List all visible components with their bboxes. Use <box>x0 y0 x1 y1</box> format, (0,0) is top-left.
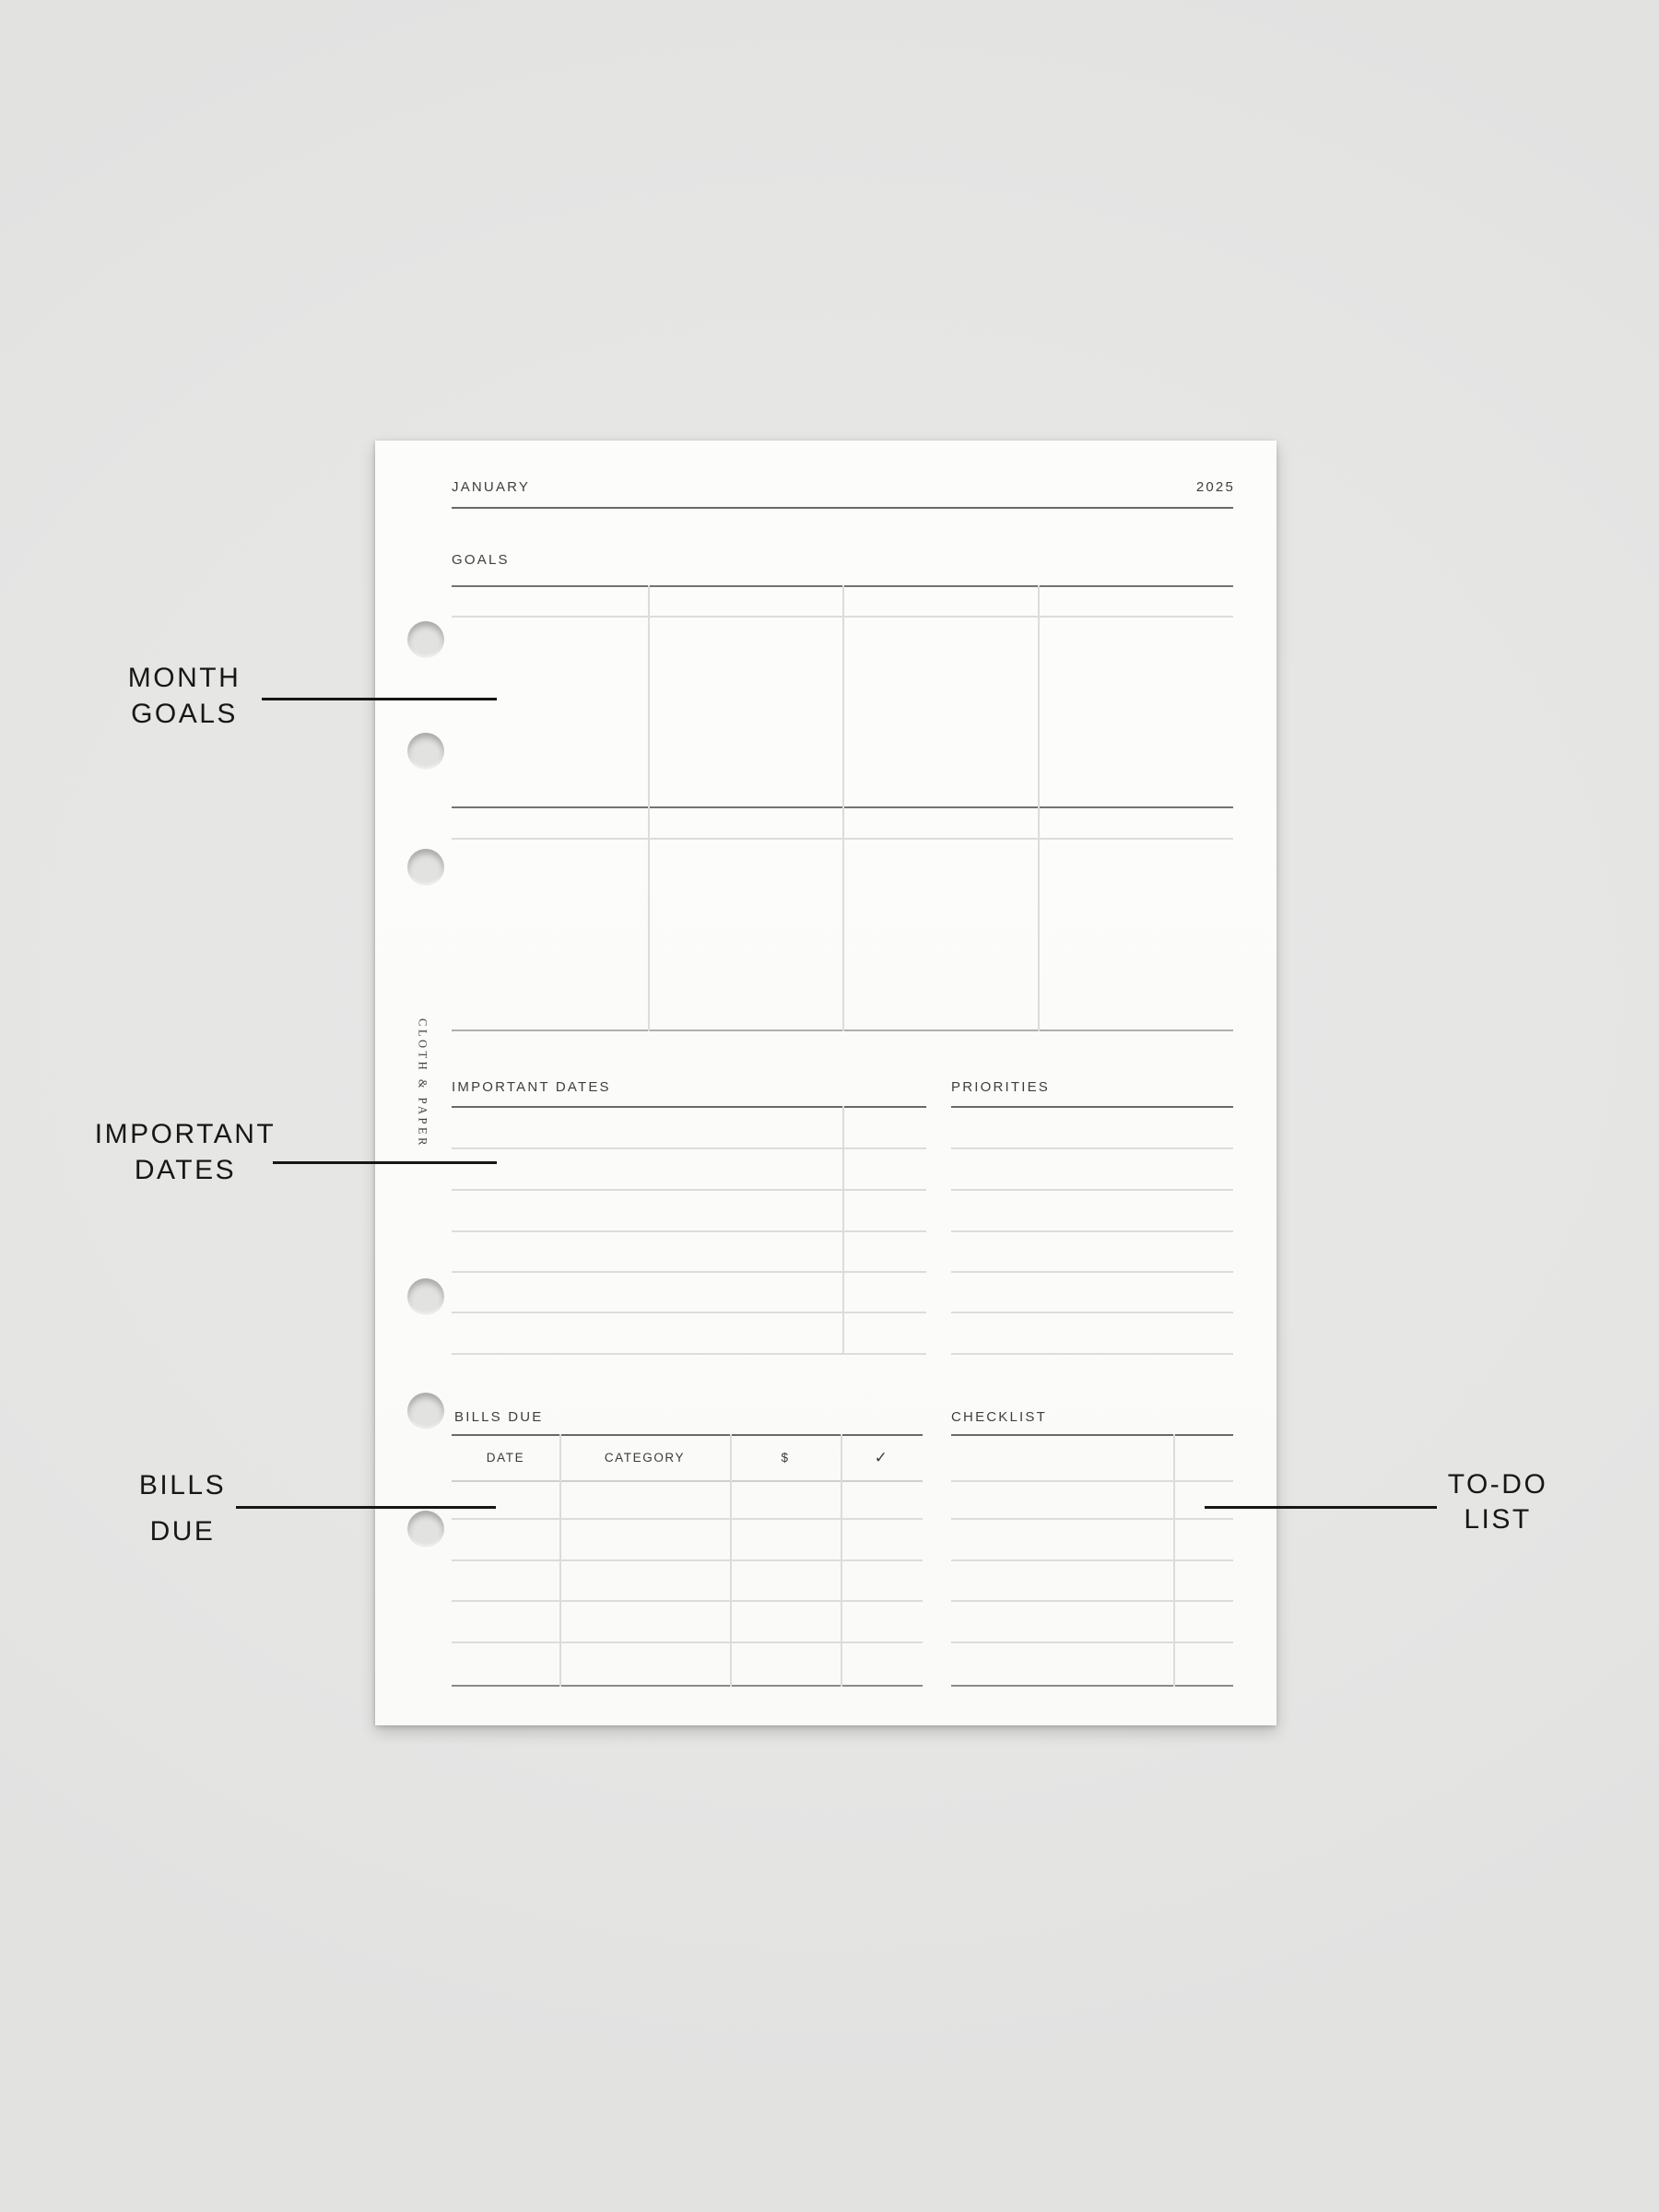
annotation-text: DATES <box>134 1155 237 1185</box>
annotation-month-goals <box>51 660 318 732</box>
punch-hole <box>407 621 444 658</box>
priorities-rule <box>951 1106 1233 1108</box>
ruled-line <box>452 1189 926 1191</box>
ruled-line <box>452 1353 926 1355</box>
ruled-line <box>951 1353 1233 1355</box>
ruled-line <box>951 1518 1233 1520</box>
ruled-line <box>951 1600 1233 1602</box>
priorities-label: PRIORITIES <box>951 1079 1051 1095</box>
annotation-line-todo-list <box>1205 1506 1437 1509</box>
annotation-text: BILLS <box>138 1470 227 1500</box>
goals-label: GOALS <box>452 552 510 568</box>
col-header-category: CATEGORY <box>604 1451 686 1465</box>
annotation-text: LIST <box>1464 1504 1532 1535</box>
col-header-date: DATE <box>486 1451 525 1465</box>
ruled-line <box>951 1147 1233 1149</box>
annotation-important-dates <box>51 1116 320 1188</box>
col-header-checkmark-icon: ✓ <box>874 1449 889 1466</box>
ruled-line <box>452 1147 926 1149</box>
annotation-line-bills-due <box>236 1506 496 1509</box>
ruled-line <box>452 1312 926 1313</box>
table-row-line <box>452 1600 923 1602</box>
punch-hole <box>407 849 444 886</box>
bills-header-underline <box>452 1480 923 1482</box>
ruled-line <box>951 1641 1233 1643</box>
goals-column-line <box>1038 585 1040 1031</box>
ruled-line <box>951 1189 1233 1191</box>
goals-column-line <box>842 585 844 1031</box>
checklist-label: CHECKLIST <box>951 1409 1047 1425</box>
col-header-amount: $ <box>781 1451 790 1465</box>
annotation-text: DUE <box>149 1516 216 1547</box>
annotation-text: GOALS <box>131 699 238 729</box>
ruled-line <box>452 1271 926 1273</box>
checklist-divider <box>1173 1434 1175 1687</box>
punch-hole <box>407 1511 444 1547</box>
ruled-line <box>951 1559 1233 1561</box>
checklist-bottom-rule <box>951 1685 1233 1687</box>
table-row-line <box>452 1559 923 1561</box>
annotation-line-important-dates <box>273 1161 497 1164</box>
header-rule <box>452 507 1233 509</box>
bills-due-label: BILLS DUE <box>454 1409 544 1425</box>
goals-column-line <box>648 585 650 1031</box>
important-dates-rule <box>452 1106 926 1108</box>
bills-due-rule <box>452 1434 923 1436</box>
important-dates-label: IMPORTANT DATES <box>452 1079 611 1095</box>
table-row-line <box>452 1641 923 1643</box>
important-dates-divider <box>842 1106 844 1355</box>
month-label: JANUARY <box>452 479 531 495</box>
bills-column-line <box>559 1434 561 1687</box>
table-row-line <box>452 1518 923 1520</box>
punch-hole <box>407 733 444 770</box>
punch-hole <box>407 1278 444 1315</box>
checklist-rule <box>951 1434 1233 1436</box>
ruled-line <box>951 1230 1233 1232</box>
year-label: 2025 <box>1195 479 1235 495</box>
bills-column-line <box>730 1434 732 1687</box>
annotation-text: IMPORTANT <box>94 1119 276 1149</box>
bills-column-line <box>841 1434 842 1687</box>
planner-page <box>375 441 1277 1725</box>
ruled-line <box>951 1271 1233 1273</box>
annotation-line-month-goals <box>262 698 497 700</box>
bills-bottom-rule <box>452 1685 923 1687</box>
annotation-text: MONTH <box>127 663 241 693</box>
ruled-line <box>452 1230 926 1232</box>
annotation-bills-due <box>49 1463 316 1555</box>
annotation-todo-list <box>1364 1467 1631 1537</box>
punch-hole <box>407 1393 444 1430</box>
annotation-text: TO-DO <box>1447 1469 1548 1500</box>
ruled-line <box>951 1480 1233 1482</box>
ruled-line <box>951 1312 1233 1313</box>
brand-mark: CLOTH & PAPER <box>416 1018 429 1148</box>
